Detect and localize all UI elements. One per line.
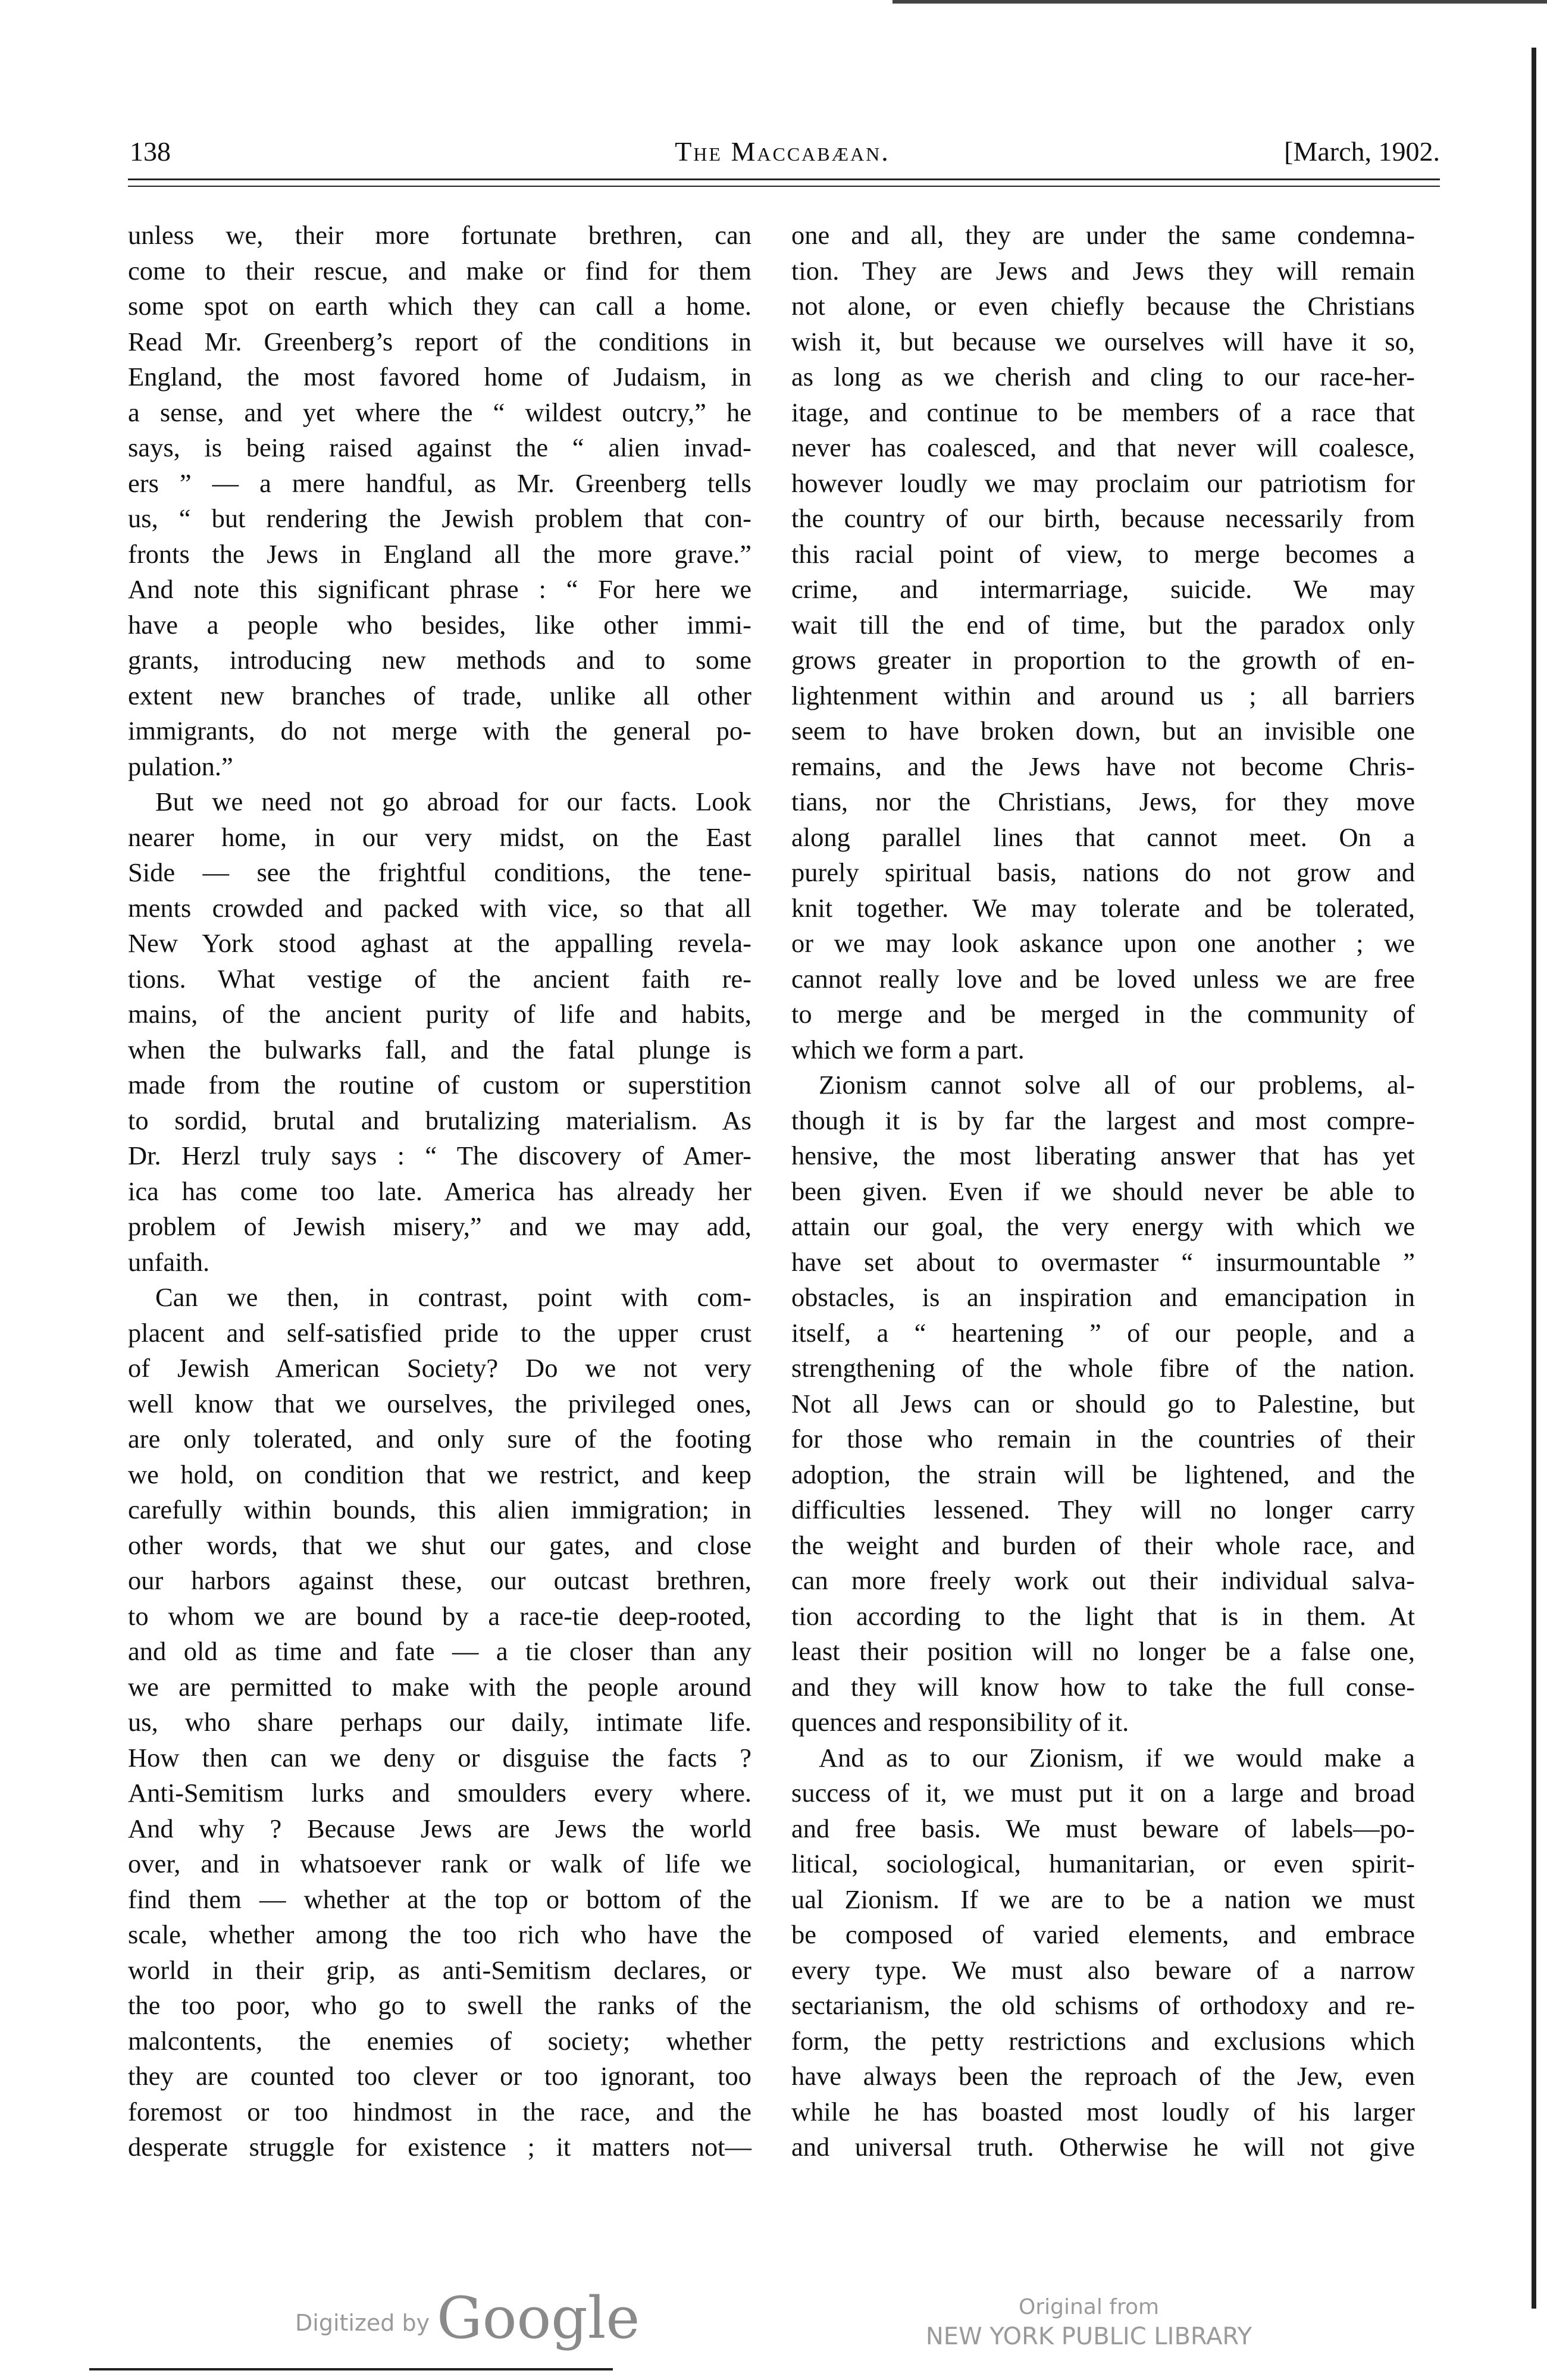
text-line: crime, and intermarriage, suicide. We may	[791, 574, 1415, 604]
text-line: the country of our birth, because necessarily from	[791, 503, 1415, 533]
text-line: success of it, we must put it on a large and broad	[791, 1778, 1415, 1808]
text-line: our harbors against these, our outcast brethren,	[128, 1565, 751, 1595]
text-line: well know that we ourselves, the privileged ones,	[128, 1388, 751, 1418]
text-line: some spot on earth which they can call a home.	[128, 291, 751, 321]
header-rule-bottom	[128, 186, 1440, 187]
text-line: itage, and continue to be members of a race that	[791, 397, 1415, 427]
text-line: form, the petty restrictions and exclusions which	[791, 2025, 1415, 2056]
text-line: England, the most favored home of Judaism, in	[128, 362, 751, 392]
header-rule-top	[128, 178, 1440, 180]
text-line: carefully within bounds, this alien immigration; in	[128, 1495, 751, 1524]
text-line: other words, that we shut our gates, and close	[128, 1530, 751, 1560]
text-line: And why ? Because Jews are Jews the world	[128, 1813, 751, 1843]
text-line: wish it, but because we ourselves will have it so,	[791, 326, 1415, 356]
right-column	[791, 218, 1415, 2165]
text-line: to merge and be merged in the community of	[791, 999, 1415, 1029]
text-line: this racial point of view, to merge becomes a	[791, 538, 1415, 569]
text-line: Read Mr. Greenberg’s report of the conditions in	[128, 326, 751, 356]
text-line: when the bulwarks fall, and the fatal plunge is	[128, 1034, 751, 1064]
text-line: along parallel lines that cannot meet. On a	[791, 822, 1415, 852]
google-logo: Google	[437, 2285, 640, 2351]
scan-top-rule	[892, 0, 1547, 4]
text-line: And as to our Zionism, if we would make a	[819, 1742, 1415, 1773]
text-line: tions. What vestige of the ancient faith re-	[128, 963, 751, 994]
text-line: problem of Jewish misery,” and we may add,	[128, 1211, 751, 1241]
text-line: quences and responsibility of it.	[791, 1707, 1129, 1737]
library-name: NEW YORK PUBLIC LIBRARY	[925, 2323, 1252, 2350]
text-line: extent new branches of trade, unlike all other	[128, 680, 751, 710]
text-line: Not all Jews can or should go to Palestine, but	[791, 1388, 1415, 1418]
issue-date: [March, 1902.	[1284, 136, 1440, 167]
scan-page-edge	[1532, 48, 1536, 2309]
text-line: however loudly we may proclaim our patriotism for	[791, 468, 1415, 498]
text-line: been given. Even if we should never be able to	[791, 1176, 1415, 1206]
text-line: difficulties lessened. They will no longer carry	[791, 1495, 1415, 1524]
text-line: Dr. Herzl truly says : “ The discovery of Amer-	[128, 1141, 751, 1170]
text-line: us, who share perhaps our daily, intimate life.	[128, 1707, 751, 1737]
text-line: ers ” — a mere handful, as Mr. Greenberg tells	[128, 468, 751, 498]
text-line: litical, sociological, humanitarian, or even spirit-	[791, 1849, 1415, 1878]
text-line: though it is by far the largest and most compre-	[791, 1105, 1415, 1135]
text-line: be composed of varied elements, and embrace	[791, 1919, 1415, 1949]
text-line: purely spiritual basis, nations do not grow and	[791, 857, 1415, 887]
text-line: never has coalesced, and that never will coalesce,	[791, 433, 1415, 462]
text-line: a sense, and yet where the “ wildest outcry,” he	[128, 397, 751, 427]
text-line: nearer home, in our very midst, on the East	[128, 822, 751, 852]
text-line: foremost or too hindmost in the race, and the	[128, 2096, 751, 2127]
text-line: can more freely work out their individual salva-	[791, 1565, 1415, 1595]
text-line: remains, and the Jews have not become Chris-	[791, 751, 1415, 781]
text-line: grants, introducing new methods and to some	[128, 645, 751, 675]
text-line: they are counted too clever or too ignorant, too	[128, 2061, 751, 2091]
text-line: Zionism cannot solve all of our problems, al-	[819, 1070, 1415, 1100]
text-line: made from the routine of custom or superstition	[128, 1070, 751, 1100]
text-line: pulation.”	[128, 751, 233, 781]
text-line: adoption, the strain will be lightened, and the	[791, 1459, 1415, 1489]
text-line: we are permitted to make with the people around	[128, 1671, 751, 1702]
text-line: wait till the end of time, but the paradox only	[791, 609, 1415, 640]
text-line: fronts the Jews in England all the more grave.”	[128, 538, 751, 569]
text-line: immigrants, do not merge with the general po-	[128, 716, 751, 746]
text-line: seem to have broken down, but an invisible one	[791, 716, 1415, 746]
text-line: least their position will no longer be a false one,	[791, 1636, 1415, 1666]
text-line: strengthening of the whole fibre of the nation.	[791, 1353, 1415, 1383]
text-line: as long as we cherish and cling to our race-her-	[791, 362, 1415, 392]
text-line: ments crowded and packed with vice, so that all	[128, 892, 751, 923]
text-line: to sordid, brutal and brutalizing materialism. As	[128, 1105, 751, 1135]
text-line: But we need not go abroad for our facts. Look	[155, 787, 751, 816]
text-line: Anti-Semitism lurks and smoulders every where.	[128, 1778, 751, 1808]
digitized-by-mark	[295, 2285, 640, 2351]
digitized-by-text: Digitized by	[295, 2310, 430, 2336]
text-line: ica has come too late. America has already her	[128, 1176, 751, 1206]
text-line: knit together. We may tolerate and be tolerated,	[791, 892, 1415, 923]
text-line: Can we then, in contrast, point with com-	[155, 1282, 751, 1312]
text-line: the weight and burden of their whole race, and	[791, 1530, 1415, 1560]
text-line: and free basis. We must beware of labels—po-	[791, 1813, 1415, 1843]
page-number: 138	[130, 136, 171, 167]
text-line: are only tolerated, and only sure of the footing	[128, 1424, 751, 1454]
journal-title: The Maccabæan.	[675, 136, 890, 167]
text-line: for those who remain in the countries of their	[791, 1424, 1415, 1454]
text-line: have a people who besides, like other immi-	[128, 609, 751, 640]
text-line: the too poor, who go to swell the ranks of the	[128, 1990, 751, 2020]
text-line: sectarianism, the old schisms of orthodoxy and re-	[791, 1990, 1415, 2020]
left-column	[128, 218, 751, 2165]
text-line: tion according to the light that is in them. At	[791, 1601, 1415, 1631]
text-line: or we may look askance upon one another ; we	[791, 928, 1415, 958]
text-line: placent and self-satisfied pride to the upper crust	[128, 1317, 751, 1348]
text-line: lightenment within and around us ; all barriers	[791, 680, 1415, 710]
text-line: and universal truth. Otherwise he will not give	[791, 2132, 1415, 2162]
text-line: mains, of the ancient purity of life and habits,	[128, 999, 751, 1029]
text-line: to whom we are bound by a race-tie deep-rooted,	[128, 1601, 751, 1631]
text-line: world in their grip, as anti-Semitism declares, or	[128, 1955, 751, 1985]
text-line: And note this significant phrase : “ For here we	[128, 574, 751, 604]
text-line: tians, nor the Christians, Jews, for they move	[791, 787, 1415, 816]
text-line: and old as time and fate — a tie closer than any	[128, 1636, 751, 1666]
text-line: ual Zionism. If we are to be a nation we must	[791, 1884, 1415, 1914]
text-line: while he has boasted most loudly of his larger	[791, 2096, 1415, 2127]
text-line: not alone, or even chiefly because the Christians	[791, 291, 1415, 321]
text-line: How then can we deny or disguise the facts ?	[128, 1742, 751, 1773]
text-line: malcontents, the enemies of society; whether	[128, 2025, 751, 2056]
text-line: of Jewish American Society? Do we not very	[128, 1353, 751, 1383]
text-line: says, is being raised against the “ alien invad-	[128, 433, 751, 462]
text-line: scale, whether among the too rich who have the	[128, 1919, 751, 1949]
scan-bottom-rule	[89, 2368, 613, 2370]
source-library-mark	[892, 2294, 1285, 2352]
text-line: cannot really love and be loved unless we are free	[791, 963, 1415, 994]
text-line: come to their rescue, and make or find for them	[128, 255, 751, 286]
text-line: have always been the reproach of the Jew, even	[791, 2061, 1415, 2091]
text-line: over, and in whatsoever rank or walk of life we	[128, 1849, 751, 1878]
text-line: have set about to overmaster “ insurmountable ”	[791, 1247, 1415, 1277]
text-line: New York stood aghast at the appalling revela-	[128, 928, 751, 958]
text-line: we hold, on condition that we restrict, and keep	[128, 1459, 751, 1489]
text-line: us, “ but rendering the Jewish problem that con-	[128, 503, 751, 533]
text-line: obstacles, is an inspiration and emancipation in	[791, 1282, 1415, 1312]
text-line: unfaith.	[128, 1247, 210, 1277]
text-line: find them — whether at the top or bottom of the	[128, 1884, 751, 1914]
text-line: one and all, they are under the same condemna-	[791, 220, 1415, 250]
text-line: attain our goal, the very energy with which we	[791, 1211, 1415, 1241]
text-line: which we form a part.	[791, 1034, 1025, 1064]
text-line: Side — see the frightful conditions, the tene-	[128, 857, 751, 887]
text-line: and they will know how to take the full conse-	[791, 1671, 1415, 1702]
text-line: desperate struggle for existence ; it matters not—	[128, 2132, 751, 2162]
text-line: every type. We must also beware of a narrow	[791, 1955, 1415, 1985]
text-line: itself, a “ heartening ” of our people, and a	[791, 1317, 1415, 1348]
text-line: grows greater in proportion to the growth of en-	[791, 645, 1415, 675]
original-from-text: Original from	[1018, 2295, 1160, 2319]
running-header	[125, 136, 1440, 177]
text-line: tion. They are Jews and Jews they will remain	[791, 255, 1415, 286]
text-line: unless we, their more fortunate brethren, can	[128, 220, 751, 250]
text-line: hensive, the most liberating answer that has yet	[791, 1141, 1415, 1170]
